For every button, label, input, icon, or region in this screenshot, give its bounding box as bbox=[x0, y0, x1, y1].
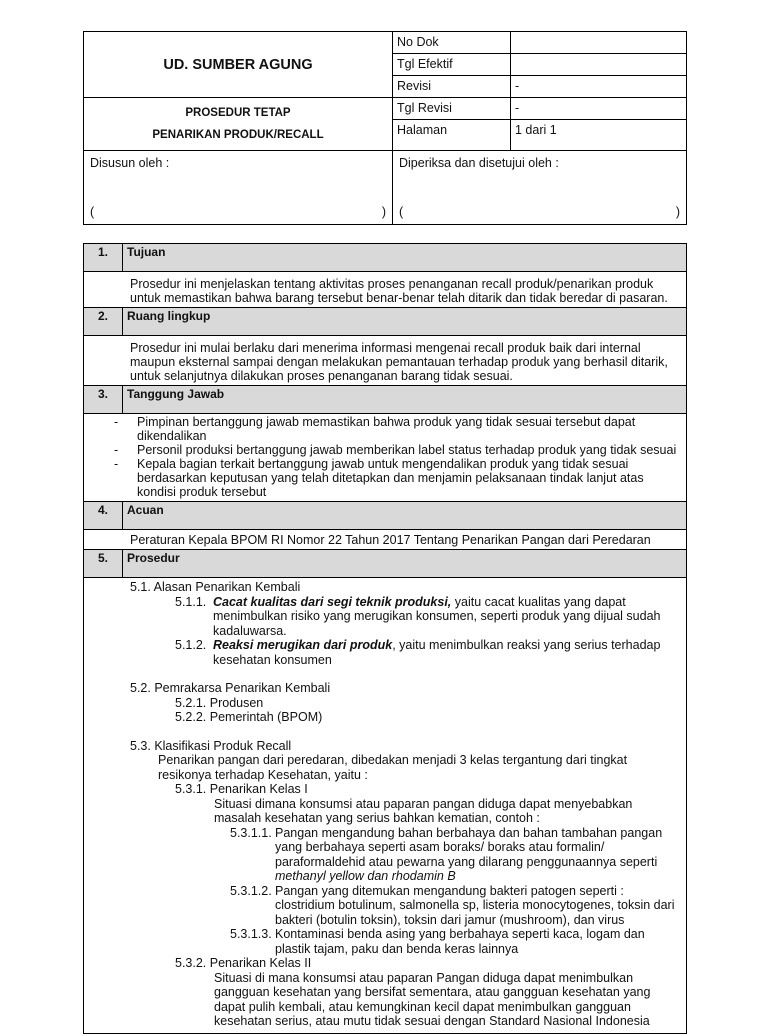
section-text: Prosedur ini mulai berlaku dari menerima informasi mengenai recall produk baik dari internal maupun eksternal sampai dengan melakukan pemantauan terhadap produk yang berhasil ditarik, untuk selanjutnya dilakukan proses penanganan barang tidak sesuai. bbox=[84, 336, 687, 386]
item-emphasis: Reaksi merugikan dari produk bbox=[213, 638, 393, 652]
document-header bbox=[83, 31, 687, 225]
section-number: 5. bbox=[84, 550, 123, 578]
prepared-by-signature-line bbox=[90, 205, 386, 219]
item-number: 5.3.1.3. bbox=[230, 927, 272, 941]
paragraph-5-3-2: Situasi di mana konsumsi atau paparan Pangan diduga dapat menimbulkan gangguan kesehatan yang bersifat sementara, atau gangguan kesehatan yang dapat pulih kembali, atau kemungkinan kecil dapat menimbulkan gangguan kesehatan serius, atau mutu tidak sesuai dengan Standard Nasional Indonesia bbox=[214, 970, 651, 1028]
item-text: Kontaminasi benda asing yang berbahaya seperti kaca, logam dan plastik tajam, paku dan benda keras lainnya bbox=[275, 927, 645, 956]
paren-close: ) bbox=[381, 205, 386, 219]
meta-value-halaman: 1 dari 1 bbox=[511, 120, 687, 151]
paren-close: ) bbox=[675, 205, 680, 219]
heading-5-1: 5.1. Alasan Penarikan Kembali bbox=[130, 580, 301, 594]
procedure-title bbox=[84, 98, 393, 151]
section-title: Acuan bbox=[123, 502, 687, 530]
meta-label-no-dok: No Dok bbox=[393, 32, 511, 54]
responsibility-list bbox=[114, 415, 682, 499]
section-header bbox=[84, 502, 687, 530]
item-5-3-1-2 bbox=[230, 884, 680, 928]
paren-open: ( bbox=[399, 205, 404, 219]
paragraph-5-3-1: Situasi dimana konsumsi atau paparan pangan diduga dapat menyebabkan masalah kesehatan yang serius bahkan kematian, contoh : bbox=[214, 796, 633, 825]
company-name: UD. SUMBER AGUNG bbox=[84, 32, 393, 98]
section-title: Prosedur bbox=[123, 550, 687, 578]
section-number: 2. bbox=[84, 308, 123, 336]
section-header bbox=[84, 308, 687, 336]
item-5-3-1-1 bbox=[230, 826, 680, 884]
meta-label-tgl-revisi: Tgl Revisi bbox=[393, 98, 511, 120]
item-number: 5.3.1.2. bbox=[230, 883, 272, 898]
section-title: Ruang lingkup bbox=[123, 308, 687, 336]
approved-by-cell bbox=[393, 151, 687, 225]
meta-label-halaman: Halaman bbox=[393, 120, 511, 151]
section-title: Tujuan bbox=[123, 244, 687, 272]
approved-by-label: Diperiksa dan disetujui oleh : bbox=[399, 156, 559, 170]
item-number: 5.1.1. bbox=[175, 594, 207, 609]
approved-by-signature-line bbox=[399, 205, 680, 219]
prepared-by-cell bbox=[84, 151, 393, 225]
item-text: , yaitu menimbulkan reaksi yang serius terhadap kesehatan konsumen bbox=[213, 638, 661, 667]
section-number: 3. bbox=[84, 386, 123, 414]
heading-5-3-1: 5.3.1. Penarikan Kelas I bbox=[175, 782, 308, 796]
section-number: 4. bbox=[84, 502, 123, 530]
item-number: 5.1.2. bbox=[175, 638, 207, 652]
meta-label-revisi: Revisi bbox=[393, 76, 511, 98]
paren-open: ( bbox=[90, 205, 95, 219]
heading-5-2: 5.2. Pemrakarsa Penarikan Kembali bbox=[130, 681, 331, 695]
meta-value-no-dok bbox=[511, 32, 687, 54]
item-text: Pangan mengandung bahan berbahaya dan bahan tambahan pangan yang berbahaya seperti asam boraks/ boraks atau formalin/ paraformaldehid atau pewarna yang dilarang penggunaannya seperti bbox=[275, 825, 663, 869]
procedure-title-line1: PROSEDUR TETAP bbox=[185, 107, 291, 119]
section-text: Prosedur ini menjelaskan tentang aktivitas proses penanganan recall produk/penarikan produk untuk memastikan bahwa barang tersebut benar-benar telah ditarik dan tidak beredar di pasaran. bbox=[84, 272, 687, 308]
responsibility-list-cell bbox=[84, 414, 687, 502]
procedure-title-line2: PENARIKAN PRODUK/RECALL bbox=[152, 129, 324, 141]
list-item: - Pimpinan bertanggung jawab memastikan bahwa produk yang tidak sesuai tersebut dapat dikendalikan bbox=[114, 415, 682, 443]
item-5-2-2: 5.2.2. Pemerintah (BPOM) bbox=[175, 710, 323, 724]
heading-5-3: 5.3. Klasifikasi Produk Recall bbox=[130, 738, 292, 753]
item-5-1-1 bbox=[175, 595, 680, 639]
item-text: yaitu cacat kualitas yang dapat menimbulkan risiko yang merugikan konsumen, seperti produk yang dijual sudah kadaluwarsa. bbox=[213, 594, 661, 638]
section-header bbox=[84, 244, 687, 272]
meta-value-tgl-efektif bbox=[511, 54, 687, 76]
list-item: - Kepala bagian terkait bertanggung jawab untuk mengendalikan produk yang tidak sesuai berdasarkan keputusan yang telah ditetapkan dan menjamin pelaksanaan tindak lanjut atas kondisi produk tersebut bbox=[114, 457, 682, 499]
paragraph-5-3: Penarikan pangan dari peredaran, dibedakan menjadi 3 kelas tergantung dari tingkat resikonya terhadap Kesehatan, yaitu : bbox=[158, 753, 628, 782]
section-title: Tanggung Jawab bbox=[123, 386, 687, 414]
section-number: 1. bbox=[84, 244, 123, 272]
section-header bbox=[84, 550, 687, 578]
heading-5-3-2: 5.3.2. Penarikan Kelas II bbox=[175, 956, 312, 970]
meta-value-revisi: - bbox=[511, 76, 687, 98]
item-emphasis: Cacat kualitas dari segi teknik produksi, bbox=[213, 594, 452, 609]
item-number: 5.3.1.1. bbox=[230, 825, 272, 840]
item-emphasis: methanyl yellow dan rhodamin B bbox=[275, 869, 456, 883]
item-text: Pangan yang ditemukan mengandung bakteri patogen seperti : clostridium botulinum, salmonella sp, listeria monocytogenes, toksin dari bakteri (botulin toksin), toksin dari jamur (mushroom), dan virus bbox=[275, 883, 675, 927]
item-5-1-2 bbox=[175, 638, 680, 667]
item-5-3-1-3 bbox=[230, 927, 680, 956]
procedure-body bbox=[83, 243, 687, 1034]
prepared-by-label: Disusun oleh : bbox=[90, 156, 170, 170]
section-text: Peraturan Kepala BPOM RI Nomor 22 Tahun 2017 Tentang Penarikan Pangan dari Peredaran bbox=[84, 530, 687, 550]
procedure-content bbox=[84, 578, 687, 1034]
meta-label-tgl-efektif: Tgl Efektif bbox=[393, 54, 511, 76]
item-5-2-1: 5.2.1. Produsen bbox=[175, 695, 264, 710]
meta-value-tgl-revisi: - bbox=[511, 98, 687, 120]
section-header bbox=[84, 386, 687, 414]
list-item: - Personil produksi bertanggung jawab memberikan label status terhadap produk yang tidak sesuai bbox=[114, 443, 682, 457]
